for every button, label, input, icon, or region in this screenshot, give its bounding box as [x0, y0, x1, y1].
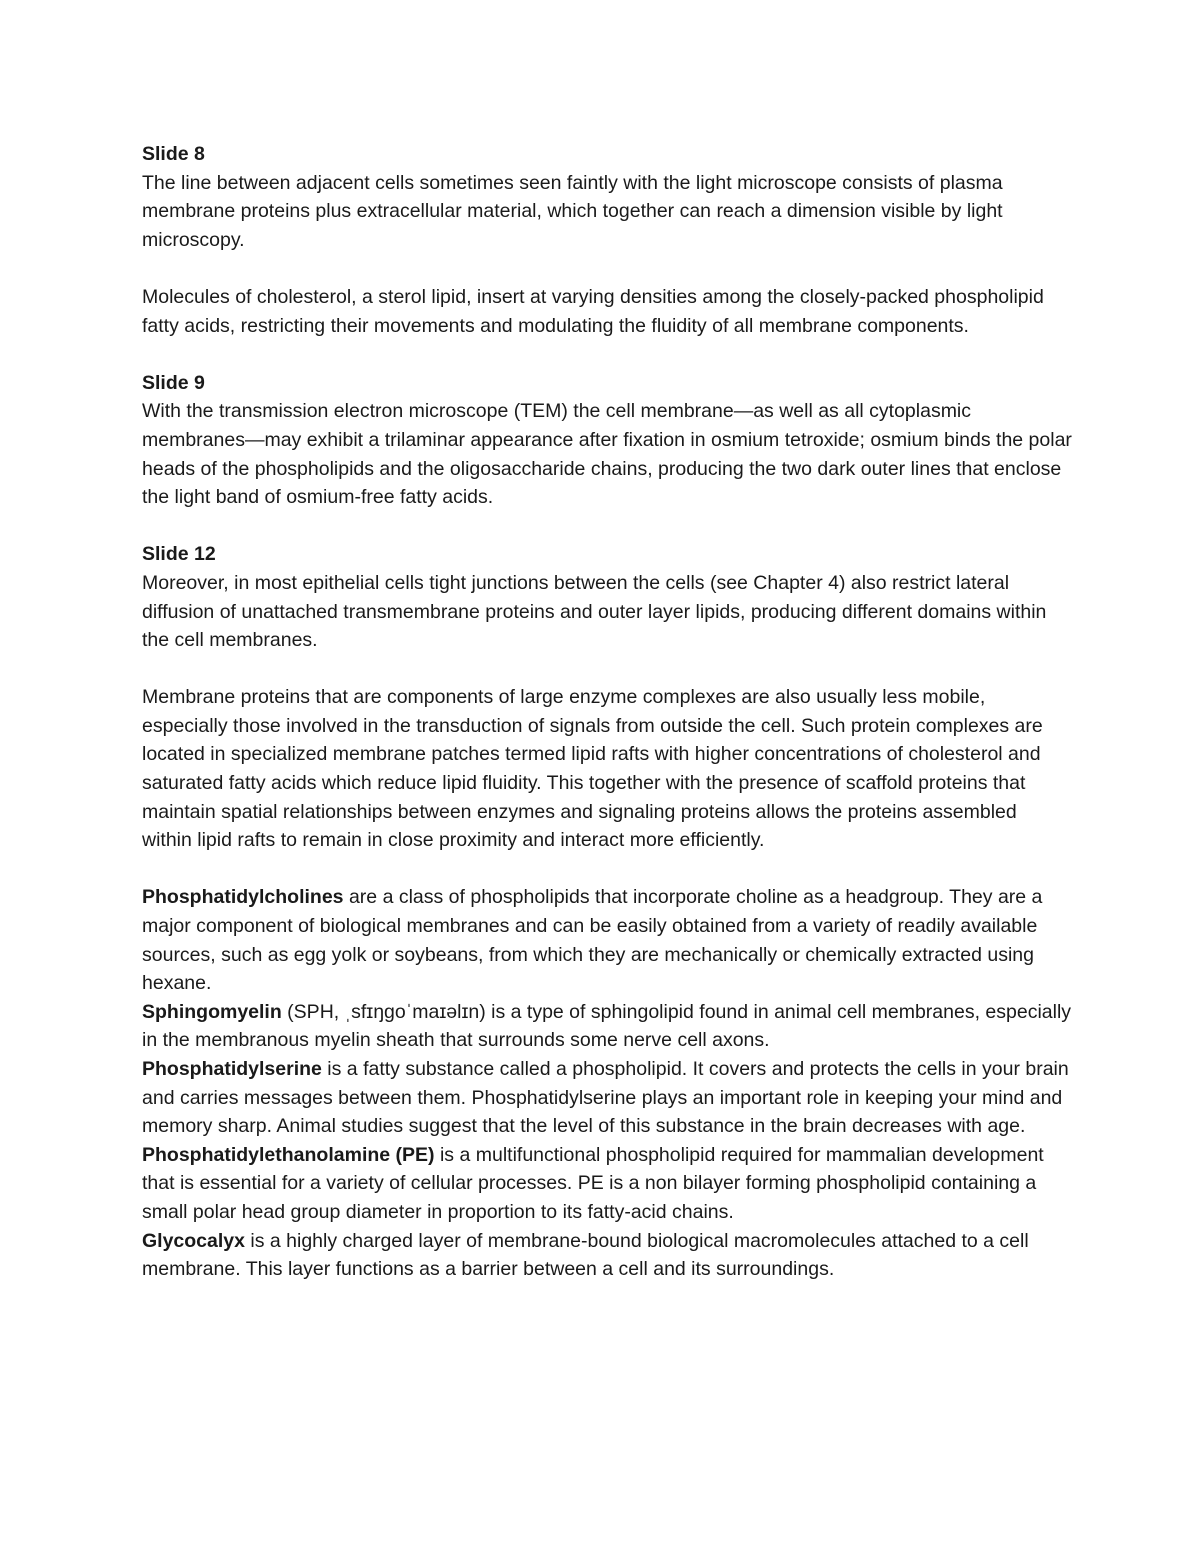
definition-text: (SPH, ˌsfɪŋɡoˈmaɪəlɪn) is a type of sphingolipid found in animal cell membranes, especially in the membranous myelin sheath that surrounds some nerve cell axons.	[142, 1000, 1072, 1052]
definition-phosphatidylcholines	[142, 883, 1072, 997]
paragraph: Molecules of cholesterol, a sterol lipid, insert at varying densities among the closely-packed phospholipid fatty acids, restricting their movements and modulating the fluidity of all membrane components.	[142, 285, 1044, 337]
paragraph: Moreover, in most epithelial cells tight junctions between the cells (see Chapter 4) also restrict lateral diffusion of unattached transmembrane proteins and outer layer lipids, producing different domains within the cell membranes.	[142, 571, 1047, 652]
definition-glycocalyx	[142, 1227, 1072, 1284]
definition-sphingomyelin	[142, 998, 1072, 1055]
definition-text: are a class of phospholipids that incorporate choline as a headgroup. They are a major component of biological membranes and can be easily obtained from a variety of readily available sources, such as egg yolk or soybeans, from which they are mechanically or chemically extracted using hexane.	[142, 886, 1043, 995]
section-heading: Slide 8	[142, 143, 205, 165]
paragraph: With the transmission electron microscope (TEM) the cell membrane—as well as all cytoplasmic membranes—may exhibit a trilaminar appearance after fixation in osmium tetroxide; osmium binds the polar heads of the phospholipids and the oligosaccharide chains, producing the two dark outer lines that enclose the light band of osmium-free fatty acids.	[142, 400, 1072, 509]
definition-text: is a multifunctional phospholipid required for mammalian development that is essential for a variety of cellular processes. PE is a non bilayer forming phospholipid containing a small polar head group diameter in proportion to its fatty-acid chains.	[142, 1143, 1044, 1223]
definition-phosphatidylserine	[142, 1055, 1072, 1141]
section-slide-9	[142, 369, 1072, 512]
definition-text: is a highly charged layer of membrane-bound biological macromolecules attached to a cell membrane. This layer functions as a barrier between a cell and its surroundings.	[142, 1229, 1029, 1281]
definition-phosphatidylethanolamine	[142, 1141, 1072, 1227]
definition-term: Phosphatidylserine	[142, 1058, 322, 1080]
section-slide-8	[142, 140, 1072, 340]
definition-term: Glycocalyx	[142, 1229, 245, 1252]
section-gap	[142, 855, 1072, 884]
definition-term: Sphingomyelin	[142, 1000, 282, 1023]
paragraph: The line between adjacent cells sometimes seen faintly with the light microscope consists of plasma membrane proteins plus extracellular material, which together can reach a dimension visible by light microscopy.	[142, 171, 1003, 251]
paragraph: Membrane proteins that are components of large enzyme complexes are also usually less mobile, especially those involved in the transduction of signals from outside the cell. Such protein complexes are located in specialized membrane patches termed lipid rafts with higher concentrations of cholesterol and saturated fatty acids which reduce lipid fluidity. This together with the presence of scaffold proteins that maintain spatial relationships between enzymes and signaling proteins allows the proteins assembled within lipid rafts to remain in close proximity and interact more efficiently.	[142, 686, 1043, 852]
paragraph-gap	[142, 254, 1072, 283]
paragraph-gap	[142, 655, 1072, 684]
definition-term: Phosphatidylcholines	[142, 886, 344, 909]
section-heading: Slide 9	[142, 371, 205, 394]
definitions-list	[142, 883, 1072, 1283]
section-gap	[142, 512, 1072, 541]
section-gap	[142, 340, 1072, 369]
section-slide-12	[142, 540, 1072, 855]
definition-term: Phosphatidylethanolamine (PE)	[142, 1143, 435, 1166]
definition-text: is a fatty substance called a phospholipid. It covers and protects the cells in your brain and carries messages between them. Phosphatidylserine plays an important role in keeping your mind and memory sharp. Animal studies suggest that the level of this substance in the brain decreases with age.	[142, 1058, 1069, 1138]
section-heading: Slide 12	[142, 543, 216, 566]
document-page	[142, 140, 1072, 1284]
